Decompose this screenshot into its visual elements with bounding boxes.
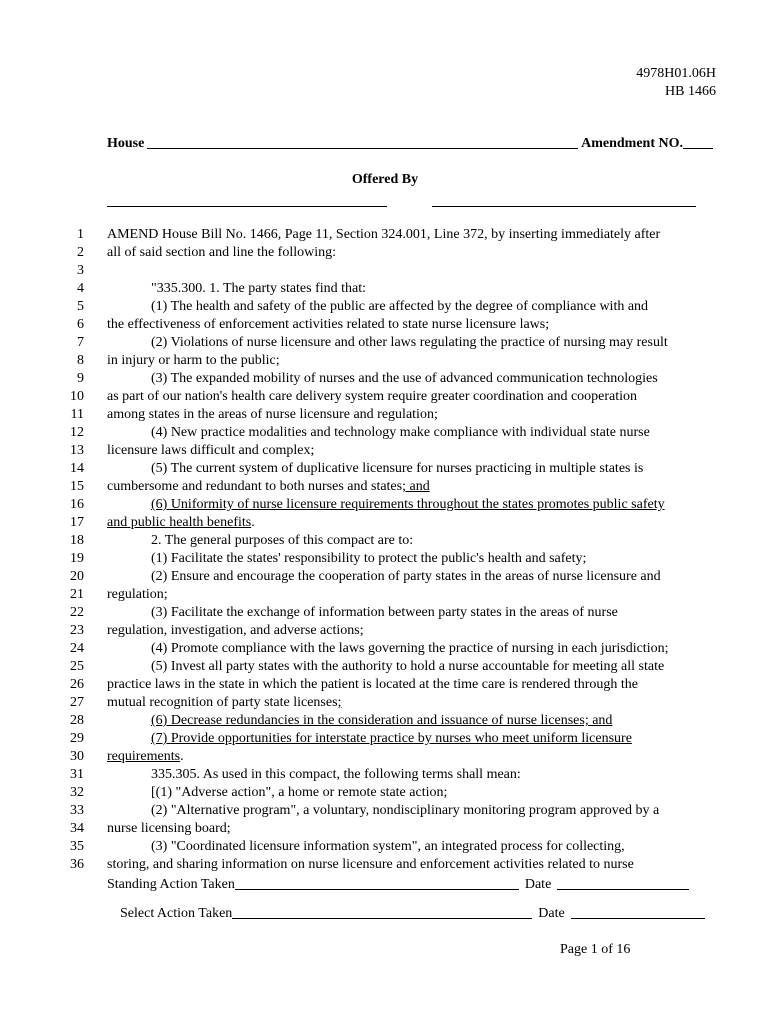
line-number: 6 (77, 317, 84, 332)
house-blank (147, 147, 578, 149)
line-plain-text: (5) Invest all party states with the authority to hold a nurse accountable for meeting all state (151, 659, 665, 674)
line-text (107, 514, 255, 532)
line-number: 17 (70, 515, 84, 530)
line-number: 8 (77, 353, 84, 368)
line-text (151, 298, 648, 316)
bill-number: HB 1466 (665, 84, 716, 99)
line-number: 3 (77, 263, 84, 278)
line-plain-text: 335.305. As used in this compact, the following terms shall mean: (151, 767, 521, 782)
line-number: 18 (70, 533, 84, 548)
line-number: 28 (70, 713, 84, 728)
document-line (0, 694, 770, 712)
line-text (151, 496, 665, 514)
line-number: 23 (70, 623, 84, 638)
document-line (0, 604, 770, 622)
document-line (0, 406, 770, 424)
document-line (0, 712, 770, 730)
line-text (107, 478, 430, 496)
line-plain-text: "335.300. 1. The party states find that: (151, 281, 367, 296)
sponsor-signature-line (107, 205, 387, 207)
inserted-text: ; and (402, 479, 430, 494)
document-line (0, 262, 770, 280)
line-plain-text: all of said section and line the following: (107, 245, 337, 260)
line-number: 33 (70, 803, 84, 818)
line-number: 5 (77, 299, 84, 314)
line-number: 7 (77, 335, 84, 350)
inserted-text: and public health benefits (107, 515, 252, 530)
line-number: 20 (70, 569, 84, 584)
line-text (107, 586, 168, 604)
offered-by-label: Offered By (351, 172, 419, 187)
line-text (151, 784, 447, 802)
line-text (107, 694, 341, 712)
document-line (0, 388, 770, 406)
amendment-label: Amendment NO. (581, 136, 683, 151)
line-text (107, 622, 364, 640)
line-number: 22 (70, 605, 84, 620)
line-text (107, 442, 314, 460)
line-plain-text: storing, and sharing information on nurse licensure and enforcement activities related to nurse (107, 857, 634, 872)
line-number: 11 (70, 407, 84, 422)
line-plain-text: licensure laws difficult and complex; (107, 443, 315, 458)
line-number: 16 (70, 497, 84, 512)
inserted-text: (6) Uniformity of nurse licensure requirements throughout the states promotes public safety (151, 497, 665, 512)
line-text (151, 424, 650, 442)
document-line (0, 784, 770, 802)
document-line (0, 334, 770, 352)
document-line (0, 370, 770, 388)
line-text (107, 316, 549, 334)
line-number: 29 (70, 731, 84, 746)
line-plain-text: (1) Facilitate the states' responsibility to protect the public's health and safety; (151, 551, 587, 566)
document-line (0, 442, 770, 460)
inserted-text: (7) Provide opportunities for interstate practice by nurses who meet uniform licensure (151, 731, 632, 746)
document-line (0, 244, 770, 262)
line-text (151, 334, 668, 352)
line-text (107, 748, 184, 766)
line-plain-text: (5) The current system of duplicative licensure for nurses practicing in multiple states is (151, 461, 644, 476)
line-plain-text: (3) Facilitate the exchange of information between party states in the areas of nurse (151, 605, 618, 620)
inserted-text: ; (337, 695, 342, 710)
line-text (151, 460, 643, 478)
document-line (0, 514, 770, 532)
line-text (107, 352, 280, 370)
document-line (0, 586, 770, 604)
document-line (0, 658, 770, 676)
select-action-blank (232, 917, 532, 919)
inserted-text: requirements (107, 749, 181, 764)
line-number: 32 (70, 785, 84, 800)
page-number: Page 1 of 16 (560, 942, 631, 957)
line-number: 2 (77, 245, 84, 260)
standing-action-label: Standing Action Taken (107, 877, 235, 892)
document-line (0, 478, 770, 496)
line-plain-text: practice laws in the state in which the patient is located at the time care is rendered through the (107, 677, 639, 692)
line-number: 35 (70, 839, 84, 854)
document-line (0, 532, 770, 550)
line-plain-text: [(1) "Adverse action", a home or remote state action; (151, 785, 448, 800)
doc-code: 4978H01.06H (636, 66, 716, 81)
sponsor-signature-line-2 (432, 205, 696, 207)
line-text (151, 838, 625, 856)
line-tail-text: . (180, 749, 184, 764)
line-text (107, 820, 231, 838)
line-plain-text: the effectiveness of enforcement activities related to state nurse licensure laws; (107, 317, 550, 332)
line-number: 10 (70, 389, 84, 404)
line-text (151, 550, 586, 568)
line-text (151, 766, 521, 784)
document-line (0, 550, 770, 568)
line-plain-text: regulation, investigation, and adverse actions; (107, 623, 364, 638)
line-text (151, 640, 668, 658)
amendment-text (0, 226, 770, 874)
document-line (0, 298, 770, 316)
line-plain-text: in injury or harm to the public; (107, 353, 280, 368)
standing-date-blank (557, 888, 689, 890)
line-plain-text: (3) The expanded mobility of nurses and the use of advanced communication technologies (151, 371, 658, 386)
line-text (107, 244, 336, 262)
line-number: 1 (77, 227, 84, 242)
line-plain-text: (4) New practice modalities and technology make compliance with individual state nurse (151, 425, 650, 440)
document-line (0, 460, 770, 478)
document-line (0, 838, 770, 856)
line-text (107, 856, 634, 874)
line-text (151, 532, 413, 550)
line-tail-text: . (251, 515, 255, 530)
line-number: 25 (70, 659, 84, 674)
line-text (151, 604, 618, 622)
line-text (151, 658, 664, 676)
line-text (151, 370, 658, 388)
line-number: 24 (70, 641, 84, 656)
amendment-number-blank (683, 147, 713, 149)
line-text (107, 388, 637, 406)
standing-date-label: Date (524, 877, 552, 892)
line-number: 4 (77, 281, 84, 296)
line-plain-text: (3) "Coordinated licensure information system", an integrated process for collecting, (151, 839, 625, 854)
line-text (107, 676, 638, 694)
document-line (0, 280, 770, 298)
line-plain-text: (1) The health and safety of the public are affected by the degree of compliance with and (151, 299, 649, 314)
line-plain-text: regulation; (107, 587, 168, 602)
document-line (0, 820, 770, 838)
line-text (151, 568, 661, 586)
line-text (107, 226, 660, 244)
line-text (151, 280, 366, 298)
document-line (0, 802, 770, 820)
standing-action-blank (235, 888, 519, 890)
document-line (0, 676, 770, 694)
select-action-label: Select Action Taken (120, 906, 233, 921)
document-line (0, 640, 770, 658)
standing-action-row (107, 877, 689, 893)
line-plain-text: (2) Violations of nurse licensure and other laws regulating the practice of nursing may result (151, 335, 668, 350)
line-plain-text: AMEND House Bill No. 1466, Page 11, Section 324.001, Line 372, by inserting immediately after (107, 227, 661, 242)
line-plain-text: (4) Promote compliance with the laws governing the practice of nursing in each jurisdiction; (151, 641, 669, 656)
document-line (0, 748, 770, 766)
house-amendment-line (107, 136, 713, 152)
line-number: 26 (70, 677, 84, 692)
line-number: 19 (70, 551, 84, 566)
line-number: 9 (77, 371, 84, 386)
line-number: 30 (70, 749, 84, 764)
line-number: 14 (70, 461, 84, 476)
house-label: House (107, 136, 145, 151)
line-number: 12 (70, 425, 84, 440)
document-line (0, 226, 770, 244)
line-plain-text: (2) "Alternative program", a voluntary, nondisciplinary monitoring program approved by a (151, 803, 660, 818)
line-plain-text: nurse licensing board; (107, 821, 231, 836)
line-plain-text: 2. The general purposes of this compact are to: (151, 533, 414, 548)
line-number: 34 (70, 821, 84, 836)
line-plain-text: (2) Ensure and encourage the cooperation of party states in the areas of nurse licensure and (151, 569, 661, 584)
line-plain-text: as part of our nation's health care delivery system require greater coordination and cooperation (107, 389, 638, 404)
line-plain-text: cumbersome and redundant to both nurses and states (107, 479, 403, 494)
document-line (0, 496, 770, 514)
document-line (0, 622, 770, 640)
select-date-blank (571, 917, 705, 919)
inserted-text: (6) Decrease redundancies in the consideration and issuance of nurse licenses; and (151, 713, 613, 728)
line-text (151, 730, 632, 748)
document-line (0, 424, 770, 442)
line-text (107, 406, 438, 424)
line-number: 15 (70, 479, 84, 494)
line-number: 36 (70, 857, 84, 872)
select-date-label: Date (538, 906, 565, 921)
line-plain-text: mutual recognition of party state licenses (107, 695, 338, 710)
document-line (0, 316, 770, 334)
line-text (151, 712, 612, 730)
line-number: 31 (70, 767, 84, 782)
document-line (0, 730, 770, 748)
line-plain-text: among states in the areas of nurse licensure and regulation; (107, 407, 438, 422)
document-line (0, 568, 770, 586)
line-number: 27 (70, 695, 84, 710)
document-line (0, 352, 770, 370)
document-id (636, 65, 716, 101)
document-line (0, 856, 770, 874)
document-line (0, 766, 770, 784)
line-number: 21 (70, 587, 84, 602)
line-number: 13 (70, 443, 84, 458)
line-text (151, 802, 659, 820)
select-action-row (120, 906, 705, 922)
